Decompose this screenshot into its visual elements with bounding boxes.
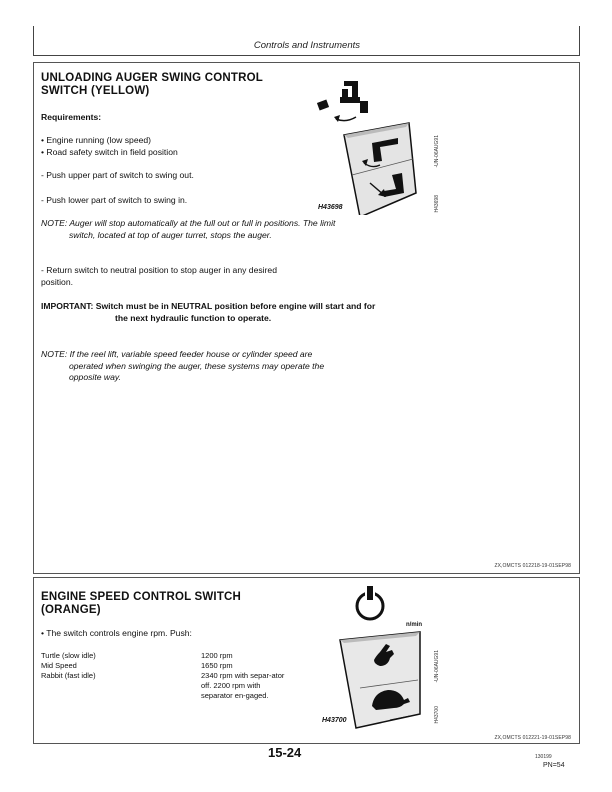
auger-symbol-icon bbox=[317, 81, 368, 113]
instruction-step: - Push lower part of switch to swing in. bbox=[41, 195, 188, 205]
engine-speed-switch-illustration bbox=[320, 580, 450, 730]
header-line bbox=[33, 55, 580, 56]
engine-speed-section bbox=[33, 577, 580, 744]
running-head: Controls and Instruments bbox=[253, 40, 360, 51]
document-stamp: ZX,OMCTS 012221-19-01SEP98 bbox=[494, 735, 571, 741]
speed-label: Mid Speed bbox=[41, 661, 77, 670]
page-number: 15-24 bbox=[268, 745, 302, 760]
auger-swing-switch-illustration bbox=[314, 75, 454, 215]
figure-side-code: -UN-06AUG91 bbox=[434, 650, 440, 683]
engine-speed-dial-icon bbox=[357, 586, 383, 619]
speed-value: 1200 rpm bbox=[201, 651, 233, 660]
intro-text: • The switch controls engine rpm. Push: bbox=[41, 628, 192, 638]
requirement-item: • Road safety switch in field position bbox=[41, 147, 178, 157]
section-title-line1: UNLOADING AUGER SWING CONTROL bbox=[41, 72, 263, 84]
speed-label: Turtle (slow idle) bbox=[41, 651, 96, 660]
speed-label: Rabbit (fast idle) bbox=[41, 671, 96, 680]
rocker-switch-body bbox=[344, 123, 416, 215]
figure-label: H43698 bbox=[318, 204, 343, 211]
figure-unit-label: n/min bbox=[406, 622, 422, 628]
figure-side-code: H43700 bbox=[434, 706, 440, 724]
important-paragraph: IMPORTANT: Switch must be in NEUTRAL position before engine will start and for the next hydraulic function to operate. bbox=[41, 301, 376, 323]
figure-side-code: -UN-06AUG91 bbox=[434, 135, 440, 168]
note-paragraph: NOTE: Auger will stop automatically at the full out or full in positions. The limit switch, located at top of auger turret, stops the auger. bbox=[41, 218, 336, 240]
note-paragraph: NOTE: If the reel lift, variable speed feeder house or cylinder speed are operated when swinging the auger, these systems may operate the opposite way. bbox=[41, 349, 325, 382]
speed-value: 2340 rpm with separ-ator off. 2200 rpm with separator en-gaged. bbox=[201, 671, 285, 700]
figure-side-code: H43698 bbox=[434, 195, 440, 213]
auger-swing-section bbox=[33, 62, 580, 574]
requirement-item: • Engine running (low speed) bbox=[41, 135, 152, 145]
footer-ref: 130199 bbox=[535, 754, 552, 760]
requirements-label: Requirements: bbox=[41, 112, 102, 122]
section-title-line2: SWITCH (YELLOW) bbox=[41, 85, 150, 97]
instruction-step: - Return switch to neutral position to stop auger in any desired position. bbox=[41, 265, 277, 287]
speed-value: 1650 rpm bbox=[201, 661, 233, 670]
document-stamp: ZX,OMCTS 012218-19-01SEP98 bbox=[494, 563, 571, 569]
section-title-line1: ENGINE SPEED CONTROL SWITCH bbox=[41, 591, 242, 603]
rocker-switch-body bbox=[340, 632, 420, 728]
instruction-step: - Push upper part of switch to swing out. bbox=[41, 170, 194, 180]
section-title-line2: (ORANGE) bbox=[41, 604, 101, 616]
footer-pn: PN=54 bbox=[543, 762, 565, 769]
figure-label: H43700 bbox=[322, 717, 347, 724]
